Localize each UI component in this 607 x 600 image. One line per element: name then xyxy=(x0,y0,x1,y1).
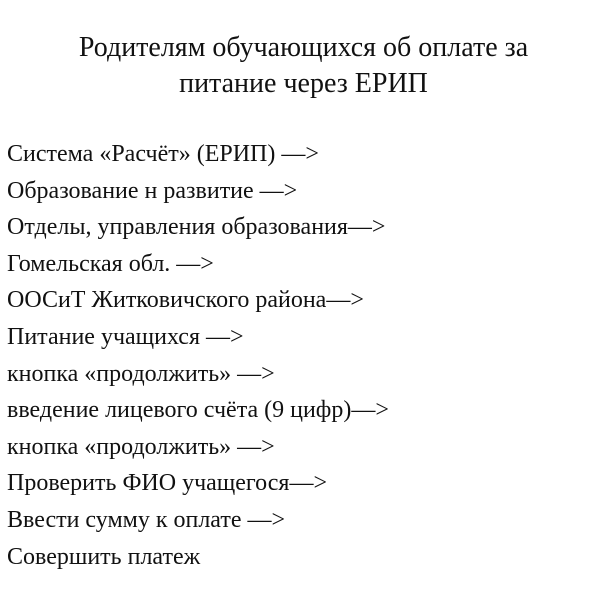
step-item: Гомельская обл. —> xyxy=(7,250,214,277)
step-item: введение лицевого счёта (9 цифр)—> xyxy=(7,397,389,424)
step-item: Питание учащихся —> xyxy=(7,323,244,350)
step-item: Совершить платеж xyxy=(7,543,201,570)
step-item: кнопка «продолжить» —> xyxy=(7,360,275,387)
step-item: Ввести сумму к оплате —> xyxy=(7,506,286,533)
step-item: Проверить ФИО учащегося—> xyxy=(7,470,328,497)
payment-steps-list xyxy=(7,136,389,575)
title-line-2: питание через ЕРИП xyxy=(179,68,428,99)
step-item: кнопка «продолжить» —> xyxy=(7,433,275,460)
step-item: Система «Расчёт» (ЕРИП) —> xyxy=(7,141,319,167)
title-line-1: Родителям обучающихся об оплате за xyxy=(78,32,529,63)
step-item: ООСиТ Житковичского района—> xyxy=(7,287,364,314)
step-item: Образование н развитие —> xyxy=(7,177,298,204)
step-item: Отделы, управления образования—> xyxy=(7,214,386,241)
document-title xyxy=(0,30,607,102)
